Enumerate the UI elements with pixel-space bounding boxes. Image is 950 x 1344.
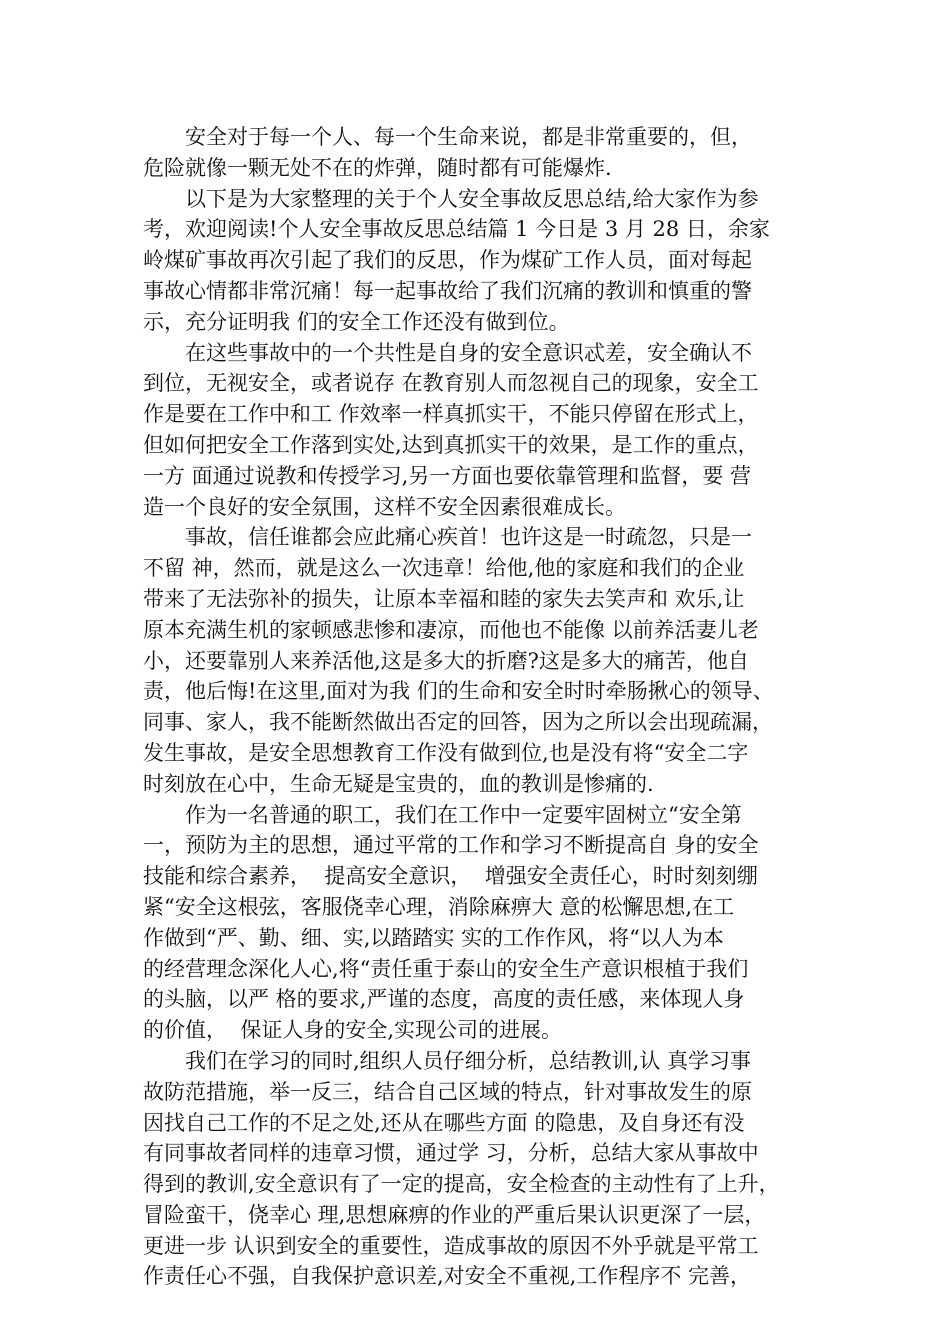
text-line: 发生事故，是安全思想教育工作没有做到位,也是没有将“安全二字	[143, 740, 749, 765]
text-line: 原本充满生机的家顿感悲惨和凄凉，而他也不能像 以前养活妻儿老	[143, 617, 759, 642]
text-line: 故防范措施，举一反三，结合自己区域的特点，针对事故发生的原	[143, 1079, 752, 1104]
text-line: 不留 神，然而，就是这么一次违章！给他,他的家庭和我们的企业	[143, 556, 745, 581]
text-line: 带来了无法弥补的损失，让原本幸福和睦的家失去笑声和 欢乐,让	[143, 586, 745, 611]
text-line: 但如何把安全工作落到实处,达到真抓实干的效果，是工作的重点，	[143, 432, 759, 457]
text-line: 因找自己工作的不足之处,还从在哪些方面 的隐患，及自身还有没	[143, 1110, 745, 1135]
text-line: 的价值， 保证人身的安全,实现公司的进展。	[143, 1018, 563, 1043]
text-line: 在这些事故中的一个共性是自身的安全意识忒差，安全确认不	[185, 340, 752, 365]
text-line: 的经营理念深化人心,将“责任重于泰山的安全生产意识根植于我们	[143, 956, 749, 981]
text-line: 小，还要靠别人来养活他,这是多大的折磨?这是多大的痛苦，他自	[143, 648, 749, 673]
text-line: 得到的教训,安全意识有了一定的提高，安全检查的主动性有了上升，	[143, 1172, 780, 1197]
text-line: 作做到“严、勤、细、实,以踏踏实 实的工作作风，将“以人为本	[143, 925, 724, 950]
text-line: 有同事故者同样的违章习惯，通过学 习，分析，总结大家从事故中	[143, 1141, 759, 1166]
text-line: 同事、家人，我不能断然做出否定的回答，因为之所以会出现疏漏，	[143, 710, 773, 735]
text-line: 更进一步 认识到安全的重要性，造成事故的原因不外乎就是平常工	[143, 1233, 759, 1258]
text-line: 一方 面通过说教和传授学习,另一方面也要依靠管理和监督，要 营	[143, 463, 752, 488]
text-line: 作为一名普通的职工，我们在工作中一定要牢固树立“安全第	[185, 802, 742, 827]
text-line: 造一个良好的安全氛围，这样不安全因素很难成长。	[143, 494, 626, 519]
text-line: 冒险蛮干，侥幸心 理,思想麻痹的作业的严重后果认识更深了一层，	[143, 1202, 766, 1227]
paragraph	[143, 800, 833, 1046]
text-line: 一，预防为主的思想，通过平常的工作和学习不断提高自 身的安全	[143, 833, 759, 858]
text-line: 时刻放在心中，生命无疑是宝贵的，血的教训是惨痛的.	[143, 771, 654, 796]
text-line: 事故，信任谁都会应此痛心疾首！也许这是一时疏忽，只是一	[185, 525, 752, 550]
text-line: 以下是为大家整理的关于个人安全事故反思总结,给大家作为参	[185, 186, 759, 211]
paragraph	[143, 122, 833, 184]
document-body	[143, 122, 833, 1292]
paragraph	[143, 1046, 833, 1292]
text-line: 考，欢迎阅读!个人安全事故反思总结篇 1 今日是 3 月 28 日，余家	[143, 217, 770, 242]
paragraph	[143, 522, 833, 799]
paragraph	[143, 184, 833, 338]
text-line: 安全对于每一个人、每一个生命来说，都是非常重要的，但，	[185, 125, 752, 149]
text-line: 岭煤矿事故再次引起了我们的反思，作为煤矿工作人员，面对每起	[143, 248, 752, 273]
text-line: 示，充分证明我 们的安全工作还没有做到位。	[143, 309, 570, 334]
text-line: 作责任心不强，自我保护意识差,对安全不重视,工作程序不 完善，	[143, 1264, 752, 1289]
text-line: 紧“安全这根弦，客服侥幸心理，消除麻痹大 意的松懈思想,在工	[143, 894, 735, 919]
text-line: 责，他后悔!在这里,面对为我 们的生命和安全时时牵肠揪心的领导、	[143, 679, 774, 704]
text-line: 作是要在工作中和工 作效率一样真抓实干，不能只停留在形式上，	[143, 402, 759, 427]
paragraph	[143, 338, 833, 523]
text-line: 到位，无视安全，或者说存 在教育别人而忽视自己的现象，安全工	[143, 371, 759, 396]
text-line: 的头脑，以严 格的要求,严谨的态度，高度的责任感，来体现人身	[143, 987, 745, 1012]
text-line: 事故心情都非常沉痛！每一起事故给了我们沉痛的教训和慎重的警	[143, 278, 752, 303]
text-line: 我们在学习的同时,组织人员仔细分析，总结教训,认 真学习事	[185, 1048, 752, 1073]
text-line: 危险就像一颗无处不在的炸弹，随时都有可能爆炸.	[143, 155, 612, 180]
text-line: 技能和综合素养， 提高安全意识， 增强安全责任心，时时刻刻绷	[143, 864, 758, 889]
